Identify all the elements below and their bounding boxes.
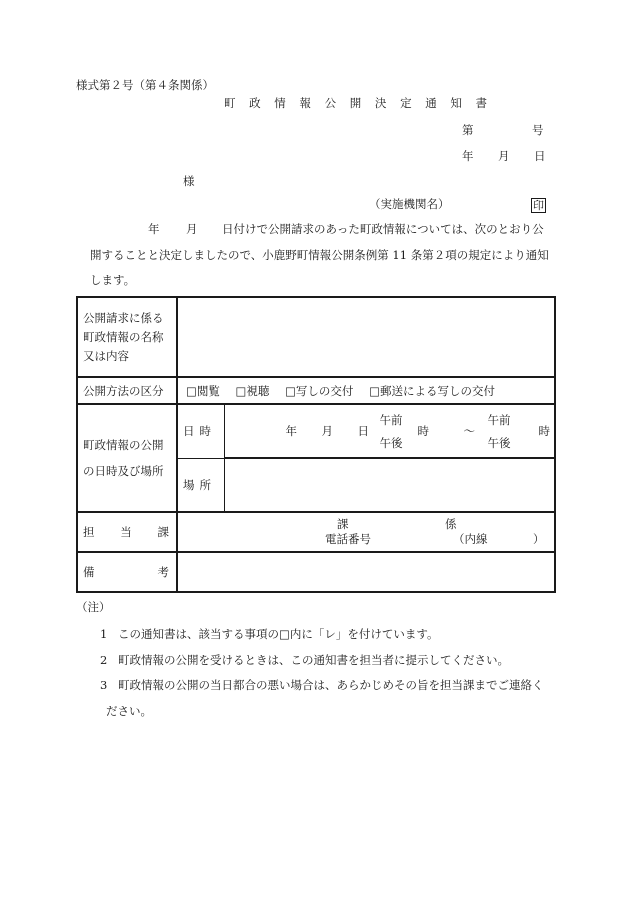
body-line-2: 開することと決定しましたので、小鹿野町情報公開条例第 11 条第２項の規定により通知 (90, 248, 549, 262)
note-3-number: 3 (100, 678, 108, 692)
place-field[interactable] (224, 458, 555, 512)
label-char: 時 (199, 424, 211, 439)
label-char: 当 (120, 525, 132, 539)
label-char: 日 (183, 424, 195, 439)
start-hour: 時 (417, 424, 429, 438)
label-line: 公開請求に係る (83, 310, 164, 325)
end-pm: 午後 (487, 436, 511, 450)
department-field[interactable] (177, 512, 555, 552)
label-char: 備 (83, 565, 95, 579)
remarks-label (77, 552, 177, 592)
label-line: 町政情報の名称 (83, 329, 164, 344)
dt-month: 月 (321, 424, 333, 438)
seal-mark (531, 198, 546, 213)
label-char: 考 (157, 565, 169, 579)
note-1-number: 1 (100, 627, 108, 641)
dept-kakari: 係 (445, 517, 457, 531)
method-label: 公開方法の区分 (77, 377, 177, 404)
start-am: 午前 (379, 413, 403, 427)
range-tilde: ～ (463, 424, 475, 438)
body-line-3: します。 (90, 273, 136, 287)
disclosure-form-table (76, 296, 556, 593)
seal-stamp: 印 (533, 199, 544, 212)
label-char: 場 (183, 477, 195, 492)
method-options (177, 377, 555, 404)
form-number: 様式第２号（第４条関係） (76, 78, 214, 92)
disclosure-datetime-place-label (77, 404, 177, 512)
label-char: 担 (83, 525, 95, 539)
body-year: 年 (148, 222, 160, 236)
note-3-continuation: ださい。 (106, 704, 152, 718)
end-hour: 時 (538, 424, 550, 438)
method-option-mail-copy[interactable]: □郵送による写しの交付 (369, 383, 495, 398)
note-3-text: 町政情報の公開の当日都合の悪い場合は、あらかじめその旨を担当課までご連絡く (118, 678, 544, 692)
datetime-field[interactable] (224, 404, 555, 458)
date-month: 月 (498, 149, 510, 163)
request-subject-label (77, 297, 177, 377)
label-char: 課 (157, 525, 169, 539)
method-option-copy[interactable]: □写しの交付 (285, 383, 354, 398)
label-line: の日時及び場所 (83, 464, 164, 478)
table-row (77, 404, 555, 458)
phone-label: 電話番号 (325, 532, 371, 546)
notes-heading: （注） (76, 600, 111, 614)
dept-ka: 課 (337, 517, 349, 531)
method-option-listen[interactable]: □視聴 (235, 383, 270, 398)
label-line: 町政情報の公開 (83, 438, 164, 452)
label-line: 又は内容 (83, 348, 129, 363)
body-line-1: 日付けで公開請求のあった町政情報については、次のとおり公 (222, 222, 544, 236)
place-label (177, 458, 224, 512)
remarks-field[interactable] (177, 552, 555, 592)
date-day: 日 (534, 149, 546, 163)
note-2-number: 2 (100, 653, 108, 667)
document-title: 町 政 情 報 公 開 決 定 通 知 書 (224, 96, 493, 110)
body-month: 月 (186, 222, 198, 236)
extension-close: ） (533, 532, 545, 546)
note-1-text: この通知書は、該当する事項の□内に「レ」を付けています。 (118, 627, 439, 641)
label-char: 所 (199, 477, 211, 492)
note-2-text: 町政情報の公開を受けるときは、この通知書を担当者に提示してください。 (118, 653, 509, 667)
number-prefix: 第 (462, 123, 474, 137)
date-year: 年 (462, 149, 474, 163)
department-label (77, 512, 177, 552)
end-am: 午前 (487, 413, 511, 427)
agency-name-label: （実施機関名） (369, 197, 450, 211)
datetime-label (177, 404, 224, 458)
dt-day: 日 (357, 424, 369, 438)
table-row (77, 552, 555, 592)
number-suffix: 号 (532, 123, 544, 137)
table-row (77, 297, 555, 377)
start-pm: 午後 (379, 436, 403, 450)
extension-open: （内線 (453, 532, 488, 546)
method-option-view[interactable]: □閲覧 (186, 383, 220, 398)
addressee-honorific: 様 (183, 174, 195, 188)
table-row (77, 512, 555, 552)
request-subject-field[interactable] (177, 297, 555, 377)
table-row (77, 377, 555, 404)
dt-year: 年 (285, 424, 297, 438)
